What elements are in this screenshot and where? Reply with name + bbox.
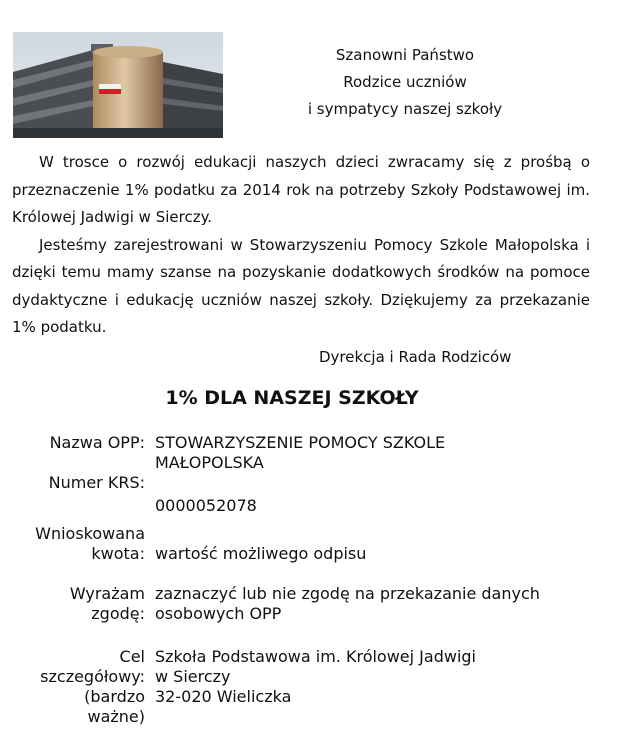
krs-value: 0000052078 xyxy=(155,496,257,515)
letter-paragraph: W trosce o rozwój edukacji naszych dzieci zwracamy się z prośbą o przeznaczenie 1% podatku za 2014 rok na potrzeby Szkoły Podstawowej im. Królowej Jadwigi w Sierczy. xyxy=(12,153,590,226)
opp-value xyxy=(145,433,600,473)
salutation-block xyxy=(270,42,540,123)
form-row-consent xyxy=(0,584,600,624)
page-title: 1% DLA NASZEJ SZKOŁY xyxy=(165,387,419,409)
spacer xyxy=(0,496,145,516)
purpose-label-line: (bardzo xyxy=(84,687,145,706)
purpose-value-line: w Sierczy xyxy=(155,667,231,686)
letter-paragraph: Jesteśmy zarejestrowani w Stowarzyszeniu Pomocy Szkole Małopolska i dzięki temu mamy szanse na pozyskanie dodatkowych środków na pomoce dydaktyczne i edukację uczniów naszej szkoły. Dziękujemy za przekazanie 1% podatku. xyxy=(12,235,590,336)
school-building-photo xyxy=(13,32,223,138)
krs-label: Numer KRS: xyxy=(48,473,145,492)
salutation-line: Szanowni Państwo xyxy=(335,46,475,64)
consent-label-line: Wyrażam xyxy=(69,584,145,603)
salutation-line: Rodzice uczniów xyxy=(343,73,467,91)
opp-value-line: MAŁOPOLSKA xyxy=(155,453,264,472)
letter-body xyxy=(12,149,590,342)
purpose-label-line: szczegółowy: xyxy=(40,667,145,686)
opp-value-line: STOWARZYSZENIE POMOCY SZKOLE xyxy=(155,433,446,452)
form-row-krs-value xyxy=(0,496,600,516)
salutation-line: i sympatycy naszej szkoły xyxy=(307,100,503,118)
amount-label xyxy=(0,524,145,564)
consent-label-line: zgodę: xyxy=(91,604,145,623)
amount-value: wartość możliwego odpisu xyxy=(155,544,367,563)
form-row-opp xyxy=(0,433,600,473)
form-row-amount xyxy=(0,524,600,564)
purpose-label-line: Cel xyxy=(119,647,145,666)
purpose-label xyxy=(0,647,145,727)
consent-label xyxy=(0,584,145,624)
purpose-value-line: Szkoła Podstawowa im. Królowej Jadwigi xyxy=(155,647,476,666)
amount-label-line: kwota: xyxy=(91,544,145,563)
opp-label: Nazwa OPP: xyxy=(49,433,145,452)
purpose-value xyxy=(145,647,600,727)
donation-form xyxy=(0,433,600,727)
consent-value xyxy=(145,584,600,624)
purpose-label-line: ważne) xyxy=(87,707,145,726)
signature: Dyrekcja i Rada Rodziców xyxy=(319,348,512,366)
consent-value-line: osobowych OPP xyxy=(155,604,282,623)
purpose-value-line: 32-020 Wieliczka xyxy=(155,687,292,706)
consent-value-line: zaznaczyć lub nie zgodę na przekazanie danych xyxy=(155,584,540,603)
amount-label-line: Wnioskowana xyxy=(35,524,145,543)
form-row-krs xyxy=(0,473,600,493)
form-row-purpose xyxy=(0,647,600,727)
